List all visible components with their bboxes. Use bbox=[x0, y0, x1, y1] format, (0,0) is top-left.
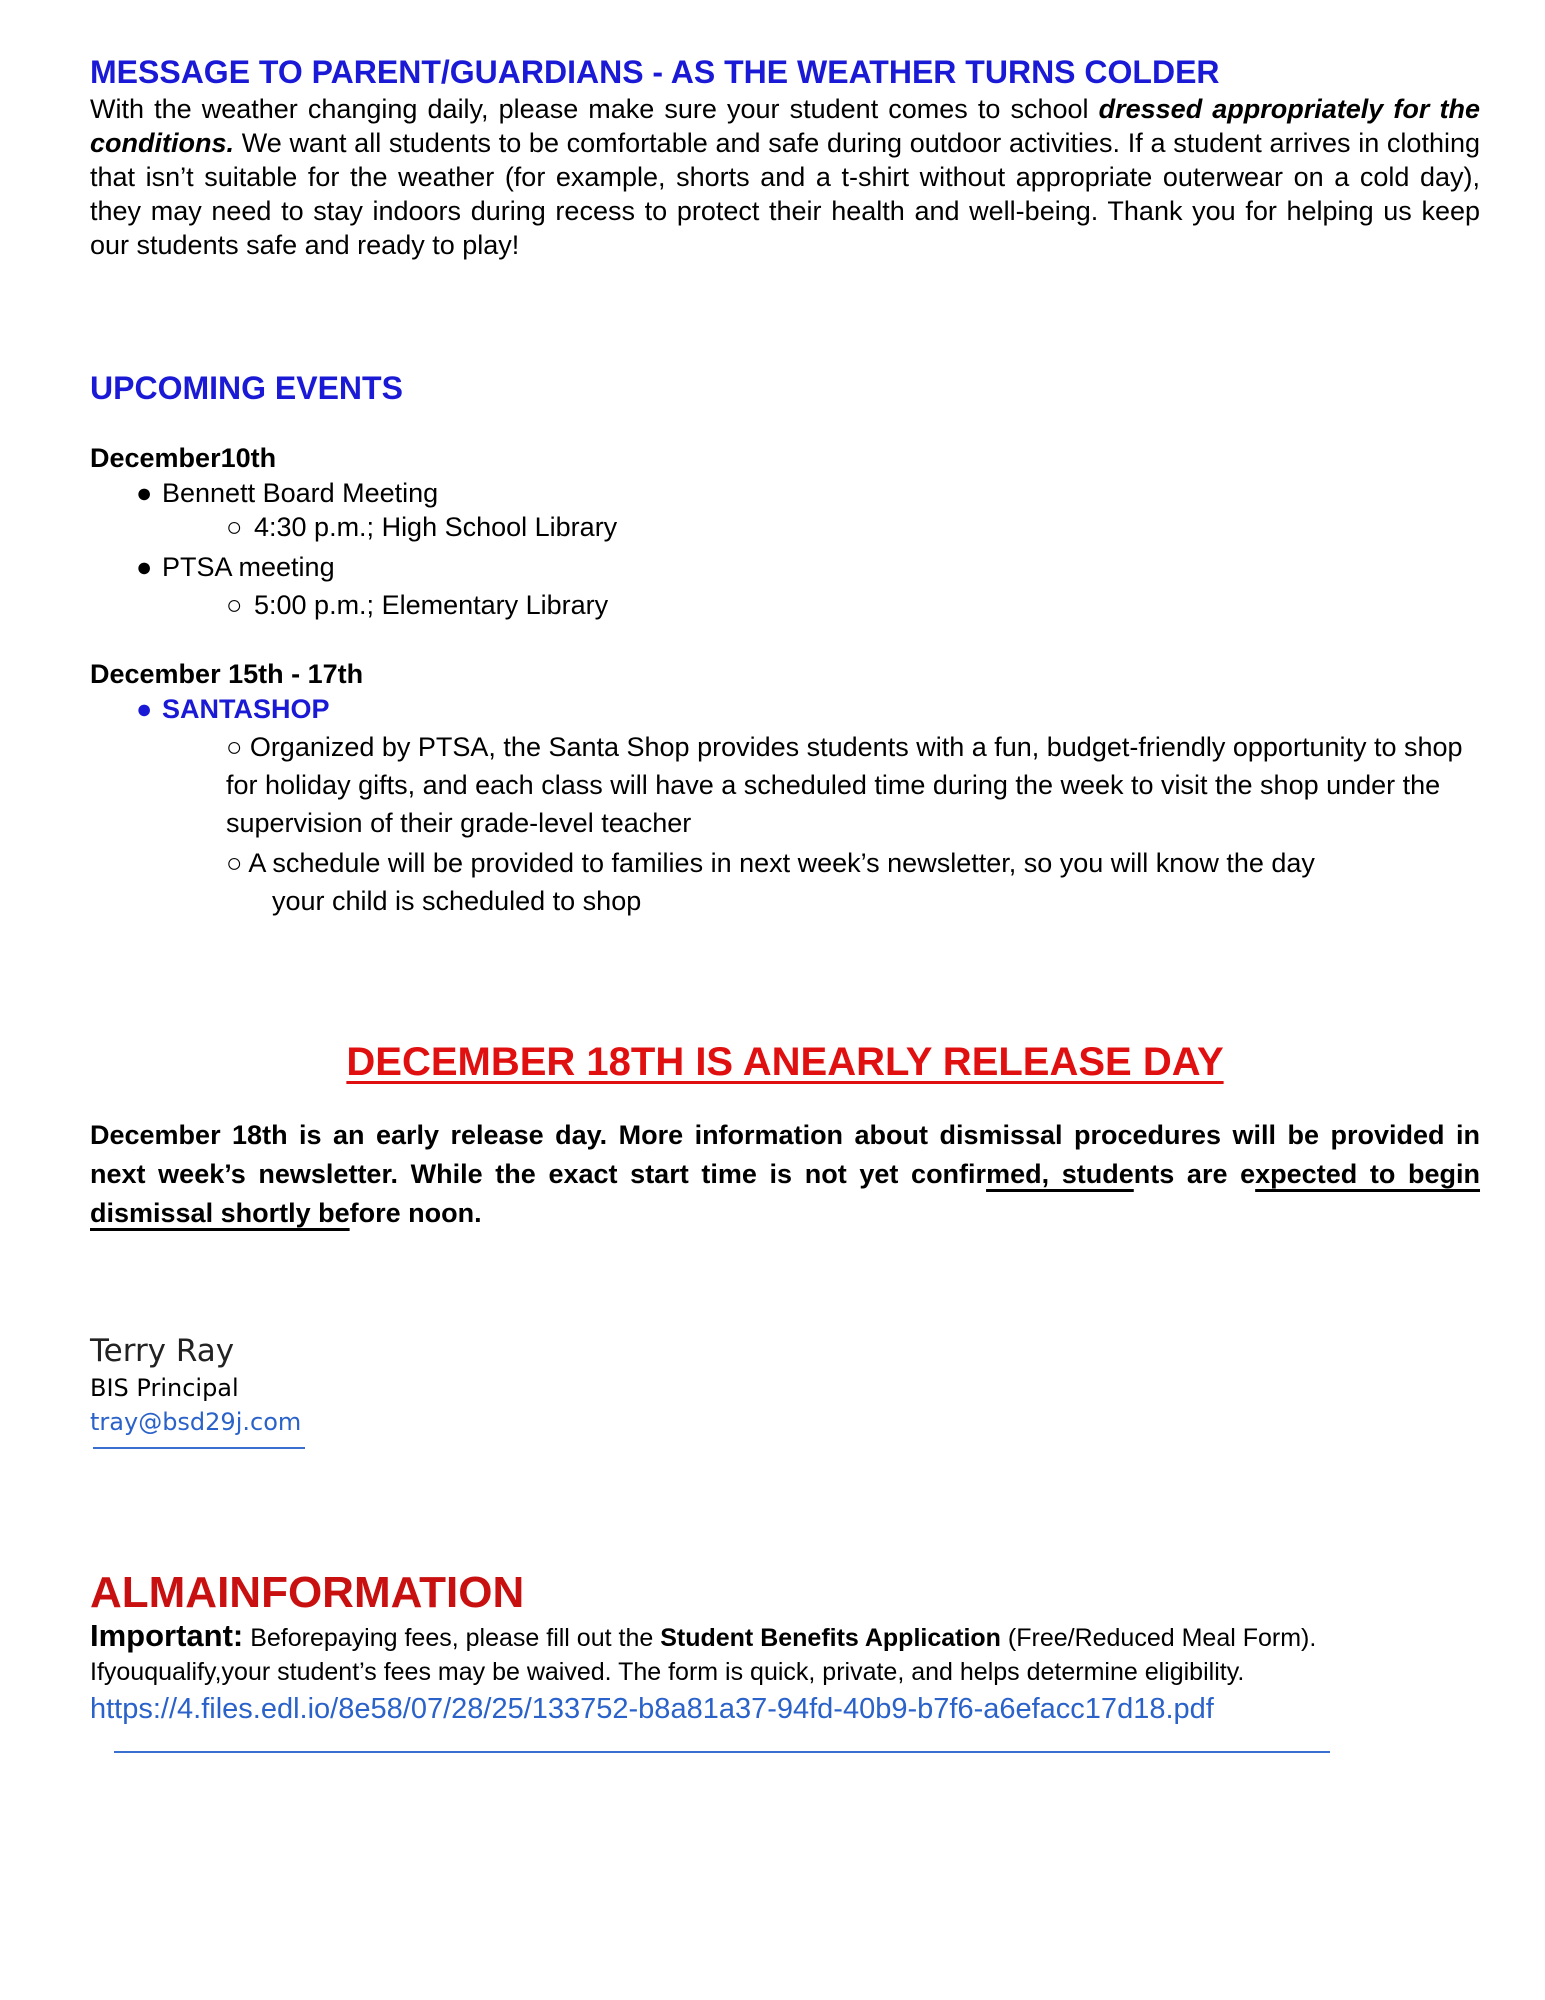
weather-heading: MESSAGE TO PARENT/GUARDIANS - AS THE WEATHER TURNS COLDER bbox=[90, 54, 1220, 90]
weather-text-end: We want all students to be comfortable and safe during outdoor activities. If a student arrives in clothing that isn’t suitable for the weather (for example, shorts and a t-shirt without appropriate outerwear on a cold day), they may need to stay indoors during recess to protect their health and well-being. Thank you for helping us keep our students safe and ready to play! bbox=[90, 128, 1480, 260]
event-detail: A schedule will be provided to families in next week’s newsletter, so you will know the day bbox=[248, 848, 1315, 878]
link-underline-divider bbox=[114, 1751, 1330, 1753]
release-text-underlined: xpected to begin dismissal shortly be bbox=[90, 1159, 1481, 1228]
alma-heading: ALMAINFORMATION bbox=[90, 1568, 525, 1617]
alma-paragraph bbox=[90, 1619, 1480, 1655]
event-date: December10th bbox=[90, 443, 277, 473]
alma-text: (Free/Reduced Meal Form). bbox=[1000, 1624, 1317, 1652]
list-item bbox=[90, 510, 1480, 544]
principal-name: Terry Ray bbox=[90, 1333, 235, 1369]
alma-section bbox=[90, 1567, 1480, 1753]
event-date: December 15th - 17th bbox=[90, 659, 364, 689]
release-text: December 18th is an early release day. More information about dismissal procedures will be provided in next week’s newsletter. While the exact start time is not yet confir bbox=[90, 1120, 1480, 1189]
form-name: Student Benefits Application bbox=[660, 1624, 1001, 1652]
bullet-icon: ● bbox=[136, 478, 153, 508]
early-release-section bbox=[90, 1038, 1480, 1233]
event-detail-continued: your child is scheduled to shop bbox=[272, 886, 642, 916]
signature-block bbox=[90, 1331, 1480, 1449]
list-item bbox=[90, 550, 1480, 584]
event-group-dec10 bbox=[90, 440, 1480, 622]
newsletter-page bbox=[90, 52, 1480, 1753]
principal-email-link[interactable]: tray@bsd29j.com bbox=[90, 1408, 302, 1436]
email-underline-divider bbox=[93, 1447, 305, 1449]
weather-text-start: With the weather changing daily, please make sure your student comes to school bbox=[90, 94, 1099, 124]
list-item bbox=[90, 476, 1480, 510]
bullet-icon: ● bbox=[136, 552, 153, 582]
bullet-icon: ● bbox=[136, 694, 153, 724]
principal-title: BIS Principal bbox=[90, 1374, 239, 1402]
upcoming-events-section bbox=[90, 368, 1480, 920]
circle-bullet-icon: ○ bbox=[226, 848, 249, 878]
benefits-form-link[interactable]: https://4.files.edl.io/8e58/07/28/25/133752-b8a81a37-94fd-40b9-b7f6-a6efacc17d18.pdf bbox=[90, 1693, 1214, 1725]
event-detail: 5:00 p.m.; Elementary Library bbox=[254, 590, 609, 620]
release-text: nts are e bbox=[1133, 1159, 1256, 1189]
alma-text: Beforepaying fees, please fill out the bbox=[243, 1624, 661, 1652]
list-item bbox=[90, 692, 1480, 726]
circle-bullet-icon: ○ bbox=[226, 732, 250, 762]
event-detail: Organized by PTSA, the Santa Shop provides students with a fun, budget-friendly opportunity to shop for holiday gifts, and each class will have a scheduled time during the week to visit the shop under the supervision of their grade-level teacher bbox=[226, 732, 1463, 838]
early-release-paragraph bbox=[90, 1116, 1480, 1233]
event-detail: 4:30 p.m.; High School Library bbox=[254, 512, 618, 542]
early-release-heading-text: DECEMBER 18TH IS ANEARLY RELEASE DAY bbox=[346, 1040, 1224, 1084]
release-text-underlined: med, stude bbox=[986, 1159, 1134, 1189]
weather-emphasis: dressed appropriately for the conditions. bbox=[90, 94, 1480, 158]
events-heading: UPCOMING EVENTS bbox=[90, 370, 403, 406]
important-label: Important: bbox=[90, 1618, 244, 1653]
event-title: PTSA meeting bbox=[162, 552, 335, 582]
list-item bbox=[90, 844, 1480, 920]
event-group-dec15 bbox=[90, 656, 1480, 920]
weather-paragraph bbox=[90, 92, 1480, 262]
event-title: Bennett Board Meeting bbox=[162, 478, 439, 508]
list-item bbox=[90, 588, 1480, 622]
circle-bullet-icon: ○ bbox=[226, 590, 243, 620]
circle-bullet-icon: ○ bbox=[226, 512, 243, 542]
event-title: SANTASHOP bbox=[162, 694, 330, 724]
list-item bbox=[90, 728, 1480, 842]
release-text: fore noon. bbox=[349, 1198, 482, 1228]
weather-section bbox=[90, 52, 1480, 262]
alma-paragraph-line2: Ifyouqualify,your student’s fees may be waived. The form is quick, private, and helps determine eligibility. bbox=[90, 1658, 1245, 1686]
early-release-heading bbox=[90, 1038, 1480, 1086]
